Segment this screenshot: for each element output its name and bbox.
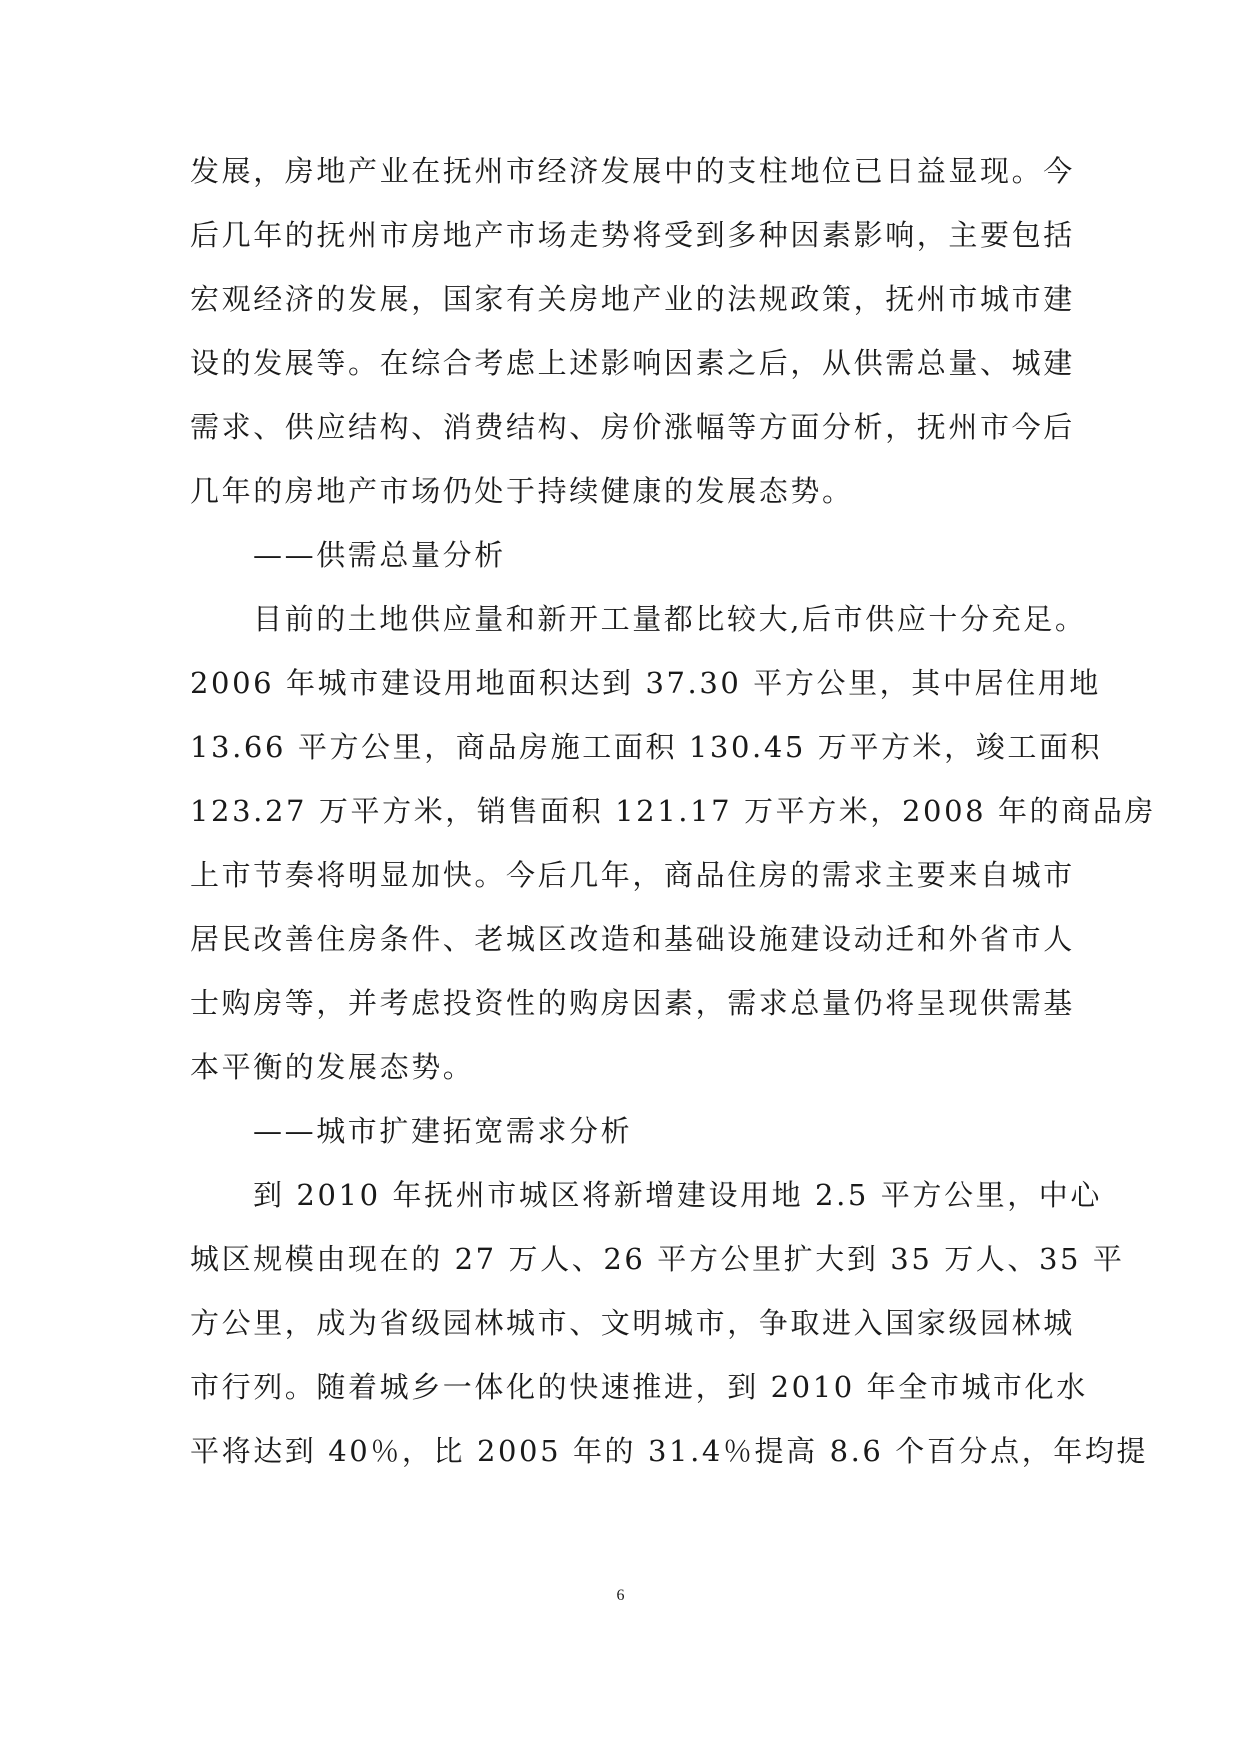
body-text-line-9: 2006 年城市建设用地面积达到 37.30 平方公里，其中居住用地: [190, 666, 1101, 700]
body-text-line-11: 123.27 万平方米，销售面积 121.17 万平方米，2008 年的商品房: [190, 794, 1157, 828]
body-text-line-19: 方公里，成为省级园林城市、文明城市，争取进入国家级园林城: [190, 1306, 1075, 1340]
body-text-line-13: 居民改善住房条件、老城区改造和基础设施建设动迁和外省市人: [190, 922, 1075, 956]
body-text-line-8: 目前的土地供应量和新开工量都比较大,后市供应十分充足。: [253, 602, 1087, 636]
body-text-line-12: 上市节奏将明显加快。今后几年，商品住房的需求主要来自城市: [190, 858, 1075, 892]
section-heading-supply-demand: ——供需总量分析: [253, 538, 506, 572]
page-number: 6: [616, 1587, 625, 1604]
body-text-line-5: 需求、供应结构、消费结构、房价涨幅等方面分析，抚州市今后: [190, 410, 1075, 444]
body-text-line-18: 城区规模由现在的 27 万人、26 平方公里扩大到 35 万人、35 平: [190, 1242, 1125, 1276]
section-heading-city-expansion: ——城市扩建拓宽需求分析: [253, 1114, 633, 1148]
body-text-line-6: 几年的房地产市场仍处于持续健康的发展态势。: [190, 474, 854, 508]
body-text-line-4: 设的发展等。在综合考虑上述影响因素之后，从供需总量、城建: [190, 346, 1075, 380]
body-text-line-17: 到 2010 年抚州市城区将新增建设用地 2.5 平方公里，中心: [253, 1178, 1102, 1212]
body-text-line-2: 后几年的抚州市房地产市场走势将受到多种因素影响，主要包括: [190, 218, 1075, 252]
body-text-line-15: 本平衡的发展态势。: [190, 1050, 475, 1084]
body-text-line-21: 平将达到 40％，比 2005 年的 31.4％提高 8.6 个百分点，年均提: [190, 1434, 1149, 1468]
body-text-line-10: 13.66 平方公里，商品房施工面积 130.45 万平方米，竣工面积: [190, 730, 1103, 764]
body-text-line-1: 发展，房地产业在抚州市经济发展中的支柱地位已日益显现。今: [190, 154, 1075, 188]
body-text-line-20: 市行列。随着城乡一体化的快速推进，到 2010 年全市城市化水: [190, 1370, 1088, 1404]
body-text-line-14: 士购房等，并考虑投资性的购房因素，需求总量仍将呈现供需基: [190, 986, 1075, 1020]
body-text-line-3: 宏观经济的发展，国家有关房地产业的法规政策，抚州市城市建: [190, 282, 1075, 316]
